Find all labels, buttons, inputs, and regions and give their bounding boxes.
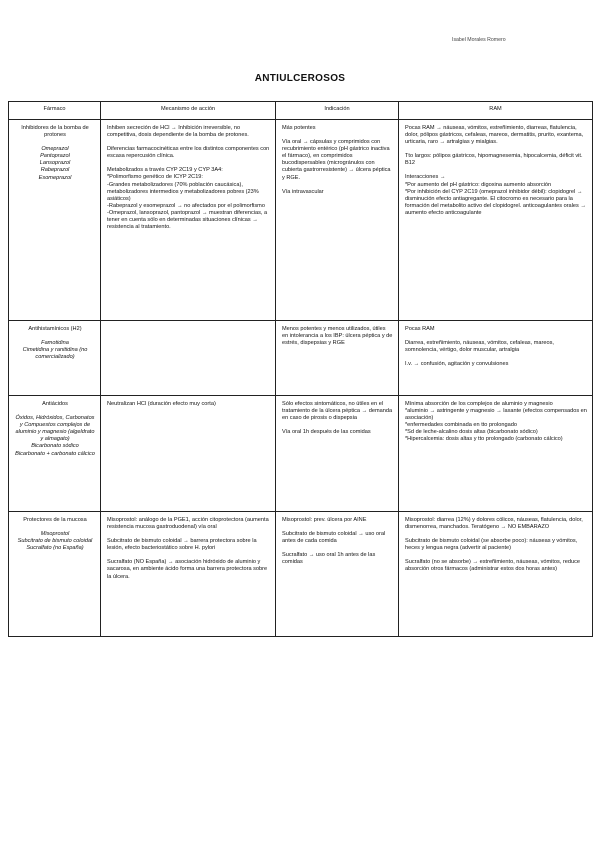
drug-name: Bicarbonato sódico (31, 443, 79, 450)
drug-name: Bicarbonato + carbonato cálcico (15, 450, 95, 457)
drug-name: Misoprostol (40, 531, 70, 538)
drug-name: Pantoprazol (40, 153, 70, 160)
drug-name: Esomeprazol (38, 174, 72, 181)
table-row (9, 120, 593, 321)
cell-mecanismo-text: -Grandes metabolizadores (70% población caucásica), metabolizadores intermedios y metabolizadores pobres (23% asiáticos) (107, 181, 259, 202)
cell-ram-text: *Sd de leche-alcalino dosis altas (bicarbonato sódico) (405, 429, 538, 436)
cell-mecanismo-text: Misoprostol: análogo de la PGE1, acción citoprotectora (aumenta resistencia mucosa gastroduodenal) vía oral (107, 517, 269, 531)
cell-ram-text: *aluminio → astringente y magnesio → laxante (efectos compensados en asociación) (405, 408, 587, 422)
cell-ram-text: Pocas RAM → náuseas, vómitos, estreñimiento, diarreas, flatulencia, dolor, pólipos gástricos, cefaleas, mareos, dermatitis, prurito, exantema, urticaria, raro → artralgias y mialgias. (405, 125, 584, 146)
cell-indicacion-text: Sólo efectos sintomáticos, no útiles en el tratamiento de la úlcera péptica → demanda en caso de pirosis o dispepsia (282, 401, 393, 422)
drug-table (8, 101, 593, 637)
cell-mecanismo-text: Neutralizan HCl (duración efecto muy corta) (107, 401, 216, 407)
column-header-indicacion: Indicación (276, 102, 399, 120)
cell-mecanismo-text: -Rabeprazol y esomeprazol → no afectados por el polimorfismo (107, 202, 265, 209)
cell-indicacion (276, 512, 399, 637)
cell-ram-text: Diarrea, estreñimiento, náuseas, vómitos, cefaleas, mareos, somnolencia, vértigo, dolor muscular, artralgia (405, 340, 554, 354)
cell-ram-text: *enfermedades combinada en tto prolongado (405, 422, 517, 429)
cell-ram (399, 321, 593, 396)
table-row (9, 396, 593, 512)
drug-name: Lansoprazol (39, 160, 71, 167)
cell-mecanismo-text: Sucralfato (NO España) → asociación hidróxido de aluminio y sacarosa, en ambiente ácido forma una barrera protectora sobre la úlcera. (107, 559, 268, 580)
cell-farmaco (9, 120, 101, 321)
cell-mecanismo-text: -Omeprazol, lansoprazol, pantoprazol → muestran diferencias, a tener en cuenta sólo en determinadas situaciones clínicas → resistencia al tratamiento. (107, 209, 268, 231)
cell-indicacion-text: Misoprostol: prev. úlcera por AINE (282, 517, 367, 523)
cell-indicacion-text: Vía oral → cápsulas y comprimidos con recubrimiento entérico (pH gástrico inactiva el fármaco), en comprimidos bucodispersables (microgránulos con cubierta gastrorresistente) → úlcera péptica y RGE. (282, 139, 391, 181)
cell-farmaco (9, 321, 101, 396)
cell-ram-text: I.v. → confusión, agitación y convulsiones (405, 361, 509, 368)
drug-name: Rabeprazol (40, 167, 70, 174)
drug-name: Subcitrato de bismuto coloidal (17, 538, 93, 545)
cell-indicacion (276, 321, 399, 396)
column-header-ram: RAM (399, 102, 593, 120)
drug-group-name: Antihistamínicos (H2) (28, 326, 82, 332)
drug-name: Omeprazol (41, 146, 69, 153)
cell-mecanismo-text: Inhiben secreción de HCl → Inhibición irreversible, no competitiva, dosis dependiente de la bomba de protones. (107, 125, 249, 139)
drug-name: Famotidina (41, 340, 69, 347)
cell-ram-text: *Hipercalcemia: dosis altas y tto prolongado (carbonato cálcico) (405, 436, 563, 443)
cell-ram-text: Subcitrato de bismuto coloidal (se absorbe poco): náuseas y vómitos, heces y lengua negra (advertir al paciente) (405, 538, 578, 552)
cell-indicacion-text: Más potentes (282, 125, 316, 131)
cell-mecanismo (101, 120, 276, 321)
drug-name: Sucralfato (no España) (26, 545, 84, 552)
cell-mecanismo-text: *Polimorfismo genético de ICYP 2C19: (107, 174, 203, 181)
cell-indicacion-text: Menos potentes y menos utilizados, útiles en intolerancia a los IBP: úlcera péptica y de estrés, dispepsias y RGE (282, 326, 393, 347)
cell-ram (399, 512, 593, 637)
page-title: ANTIULCEROSOS (254, 73, 346, 84)
cell-ram (399, 120, 593, 321)
cell-mecanismo-text: Subcitrato de bismuto coloidal → barrera protectora sobre la lesión, efecto bacteriostático sobre H. pylori (107, 538, 257, 552)
cell-ram-text: Misoprostol: diarrea (12%) y dolores cólicos, náuseas, flatulencia, dolor, dismenorrea, manchados. Teratógeno → NO EMBARAZO (405, 517, 583, 531)
cell-ram (399, 396, 593, 512)
cell-ram-text: *Por aumento del pH gástrico: digoxina aumento absorción (405, 181, 552, 188)
cell-mecanismo (101, 512, 276, 637)
cell-ram-text: Interacciones → (405, 174, 446, 181)
cell-farmaco (9, 396, 101, 512)
cell-ram-text: Pocas RAM (405, 326, 435, 332)
cell-ram-text: Tto largos: pólipos gástricos, hipomagnesemia, hipocalcemia, déficit vit. B12 (405, 153, 583, 167)
cell-indicacion-text: Vía intravascular (282, 188, 324, 195)
table-row (9, 321, 593, 396)
drug-name: Cimetidina y ranitidina (no comercializado) (22, 347, 88, 361)
cell-mecanismo (101, 396, 276, 512)
column-header-farmaco: Fármaco (9, 102, 101, 120)
cell-mecanismo (101, 321, 276, 396)
drug-name: Óxidos, Hidróxidos, Carbonatos y Compuestos complejos de aluminio y magnesio (algeldrato y almagato) (15, 415, 95, 443)
cell-mecanismo-text: Diferencias farmacocinéticas entre los distintos componentes con escasa repercusión clínica. (107, 146, 270, 160)
table-row (9, 512, 593, 637)
cell-farmaco (9, 512, 101, 637)
column-header-mecanismo: Mecanismo de acción (101, 102, 276, 120)
cell-indicacion-text: Subcitrato de bismuto coloidal → uso oral antes de cada comida (282, 531, 386, 545)
cell-ram-text: *Por inhibición del CYP 2C19 (omeprazol inhibidor débil): clopidogrel → disminución efecto antiagregante. El citocromo es necesario para la formación del metabolito activo del clopidogrel. anticoagulantes orales → aumento efecto anticoagulante (405, 188, 586, 216)
cell-indicacion (276, 120, 399, 321)
cell-ram-text: Sucralfato (no se absorbe) → estreñimiento, náuseas, vómitos, reduce absorción otros fármacos (administrar estos dos horas antes) (405, 559, 581, 573)
author-name: Isabel Morales Romero (452, 37, 506, 43)
cell-indicacion (276, 396, 399, 512)
drug-group-name: Protectores de la mucosa (23, 517, 87, 523)
cell-indicacion-text: Sucralfato → uso oral 1h antes de las comidas (282, 552, 376, 566)
cell-mecanismo-text: Metabolizados a través CYP 2C19 y CYP 3A4: (107, 167, 223, 174)
drug-group-name: Antiácidos (42, 401, 68, 407)
cell-indicacion-text: Vía oral 1h después de las comidas (282, 429, 371, 436)
cell-ram-text: Mínima absorción de los complejos de aluminio y magnesio (405, 401, 553, 407)
drug-group-name: Inhibidores de la bomba de protones (21, 125, 89, 139)
table-header-row (9, 102, 593, 120)
